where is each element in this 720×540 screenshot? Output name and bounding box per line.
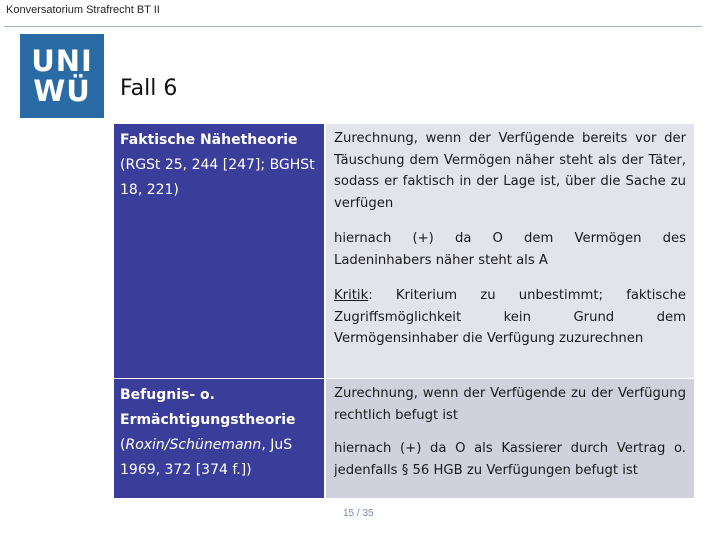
theory-cell-befugnis [114,379,324,498]
theory-citation: , JuS 1969, 372 [374 f.]) [120,437,293,478]
theory-citation-open: ( [120,437,126,453]
slide-title: Fall 6 [120,76,178,101]
theory-authors: Roxin/Schünemann [125,437,262,453]
critique-label: Kritik [334,288,369,303]
page-number: 15 / 35 [343,508,374,519]
theory-citation: (RGSt 25, 244 [247]; BGHSt 18, 221) [120,157,315,198]
header-divider [4,26,702,27]
critique-text: : Kriterium zu unbestimmt; faktische Zugriffsmöglichkeit kein Grund dem Vermögensinhaber die Verfügung zuzurechnen [334,288,686,346]
university-logo-text [20,34,104,118]
explanation-cell-faktische [326,124,694,378]
theory-cell-faktische [114,124,324,378]
explanation-cell-befugnis [326,379,694,498]
theory-name: Befugnis- o. Ermächtigungstheorie [120,387,296,428]
header-course-title: Konversatorium Strafrecht BT II [6,4,160,16]
theory-name: Faktische Nähetheorie [120,132,298,148]
application-paragraph: hiernach (+) da O als Kassierer durch Vertrag o. jedenfalls § 56 HGB zu Verfügungen befugt ist [334,441,686,478]
logo-line-2: WÜ [33,74,91,108]
explanation-paragraph: Zurechnung, wenn der Verfügende bereits vor der Täuschung dem Vermögen näher steht als der Täter, sodass er faktisch in der Lage ist, über die Sache zu verfügen [334,131,686,211]
explanation-paragraph: Zurechnung, wenn der Verfügende zu der Verfügung rechtlich befugt ist [334,386,686,423]
logo-line-1: UNI [31,44,93,78]
critique-paragraph [334,285,686,350]
application-paragraph: hiernach (+) da O dem Vermögen des Ladeninhabers näher steht als A [334,231,686,268]
